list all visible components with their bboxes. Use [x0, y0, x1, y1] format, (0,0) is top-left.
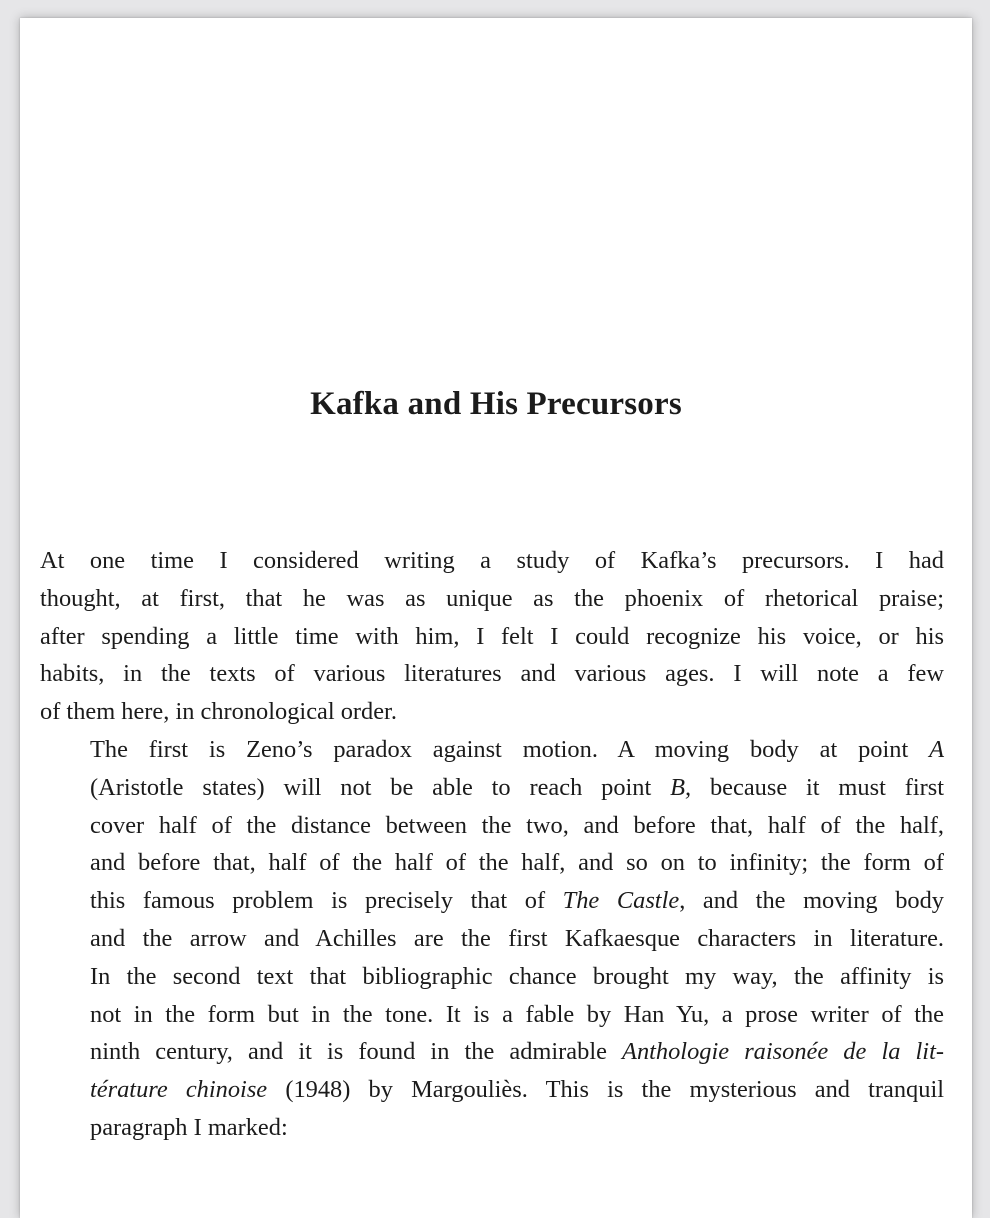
text-line: habits, in the texts of various literatures and various ages. I will note a few	[40, 660, 944, 688]
text-line: In the second text that bibliographic chance brought my way, the affinity is	[90, 962, 944, 990]
text-line: and the arrow and Achilles are the first Kafkaesque characters in literature.	[90, 924, 944, 952]
text-line: The first is Zeno’s paradox against motion. A moving body at point A	[90, 735, 944, 763]
italic-text: The Castle	[562, 887, 680, 915]
text-line: ninth century, and it is found in the admirable Anthologie raisonée de la lit-	[90, 1038, 944, 1066]
text-line: after spending a little time with him, I felt I could recognize his voice, or his	[40, 622, 944, 650]
text-line: cover half of the distance between the two, and before that, half of the half,	[90, 811, 944, 839]
text-line: not in the form but in the tone. It is a fable by Han Yu, a prose writer of the	[90, 1000, 944, 1028]
paragraph-2	[40, 731, 944, 1147]
text-line: (Aristotle states) will not be able to reach point B, because it must first	[90, 773, 944, 801]
text-line: At one time I considered writing a study of Kafka’s precursors. I had	[40, 547, 944, 574]
text-line: térature chinoise (1948) by Margouliès. This is the mysterious and tranquil	[90, 1076, 944, 1104]
italic-text: B,	[670, 773, 692, 801]
text-line: and before that, half of the half of the half, and so on to infinity; the form of	[90, 849, 944, 877]
italic-text: A	[929, 735, 944, 763]
text-line: this famous problem is precisely that of The Castle, and the moving body	[90, 887, 944, 915]
text-line: thought, at first, that he was as unique as the phoenix of rhetorical praise;	[40, 584, 944, 612]
italic-text: térature chinoise	[90, 1076, 268, 1104]
body-text	[40, 542, 944, 1147]
paragraph-1	[40, 542, 944, 731]
italic-text: Anthologie raisonée de la lit-	[622, 1038, 944, 1066]
chapter-title: Kafka and His Precursors	[310, 386, 682, 422]
book-page	[20, 18, 972, 1218]
text-line: of them here, in chronological order.	[40, 698, 397, 726]
text-line: paragraph I marked:	[90, 1113, 288, 1141]
